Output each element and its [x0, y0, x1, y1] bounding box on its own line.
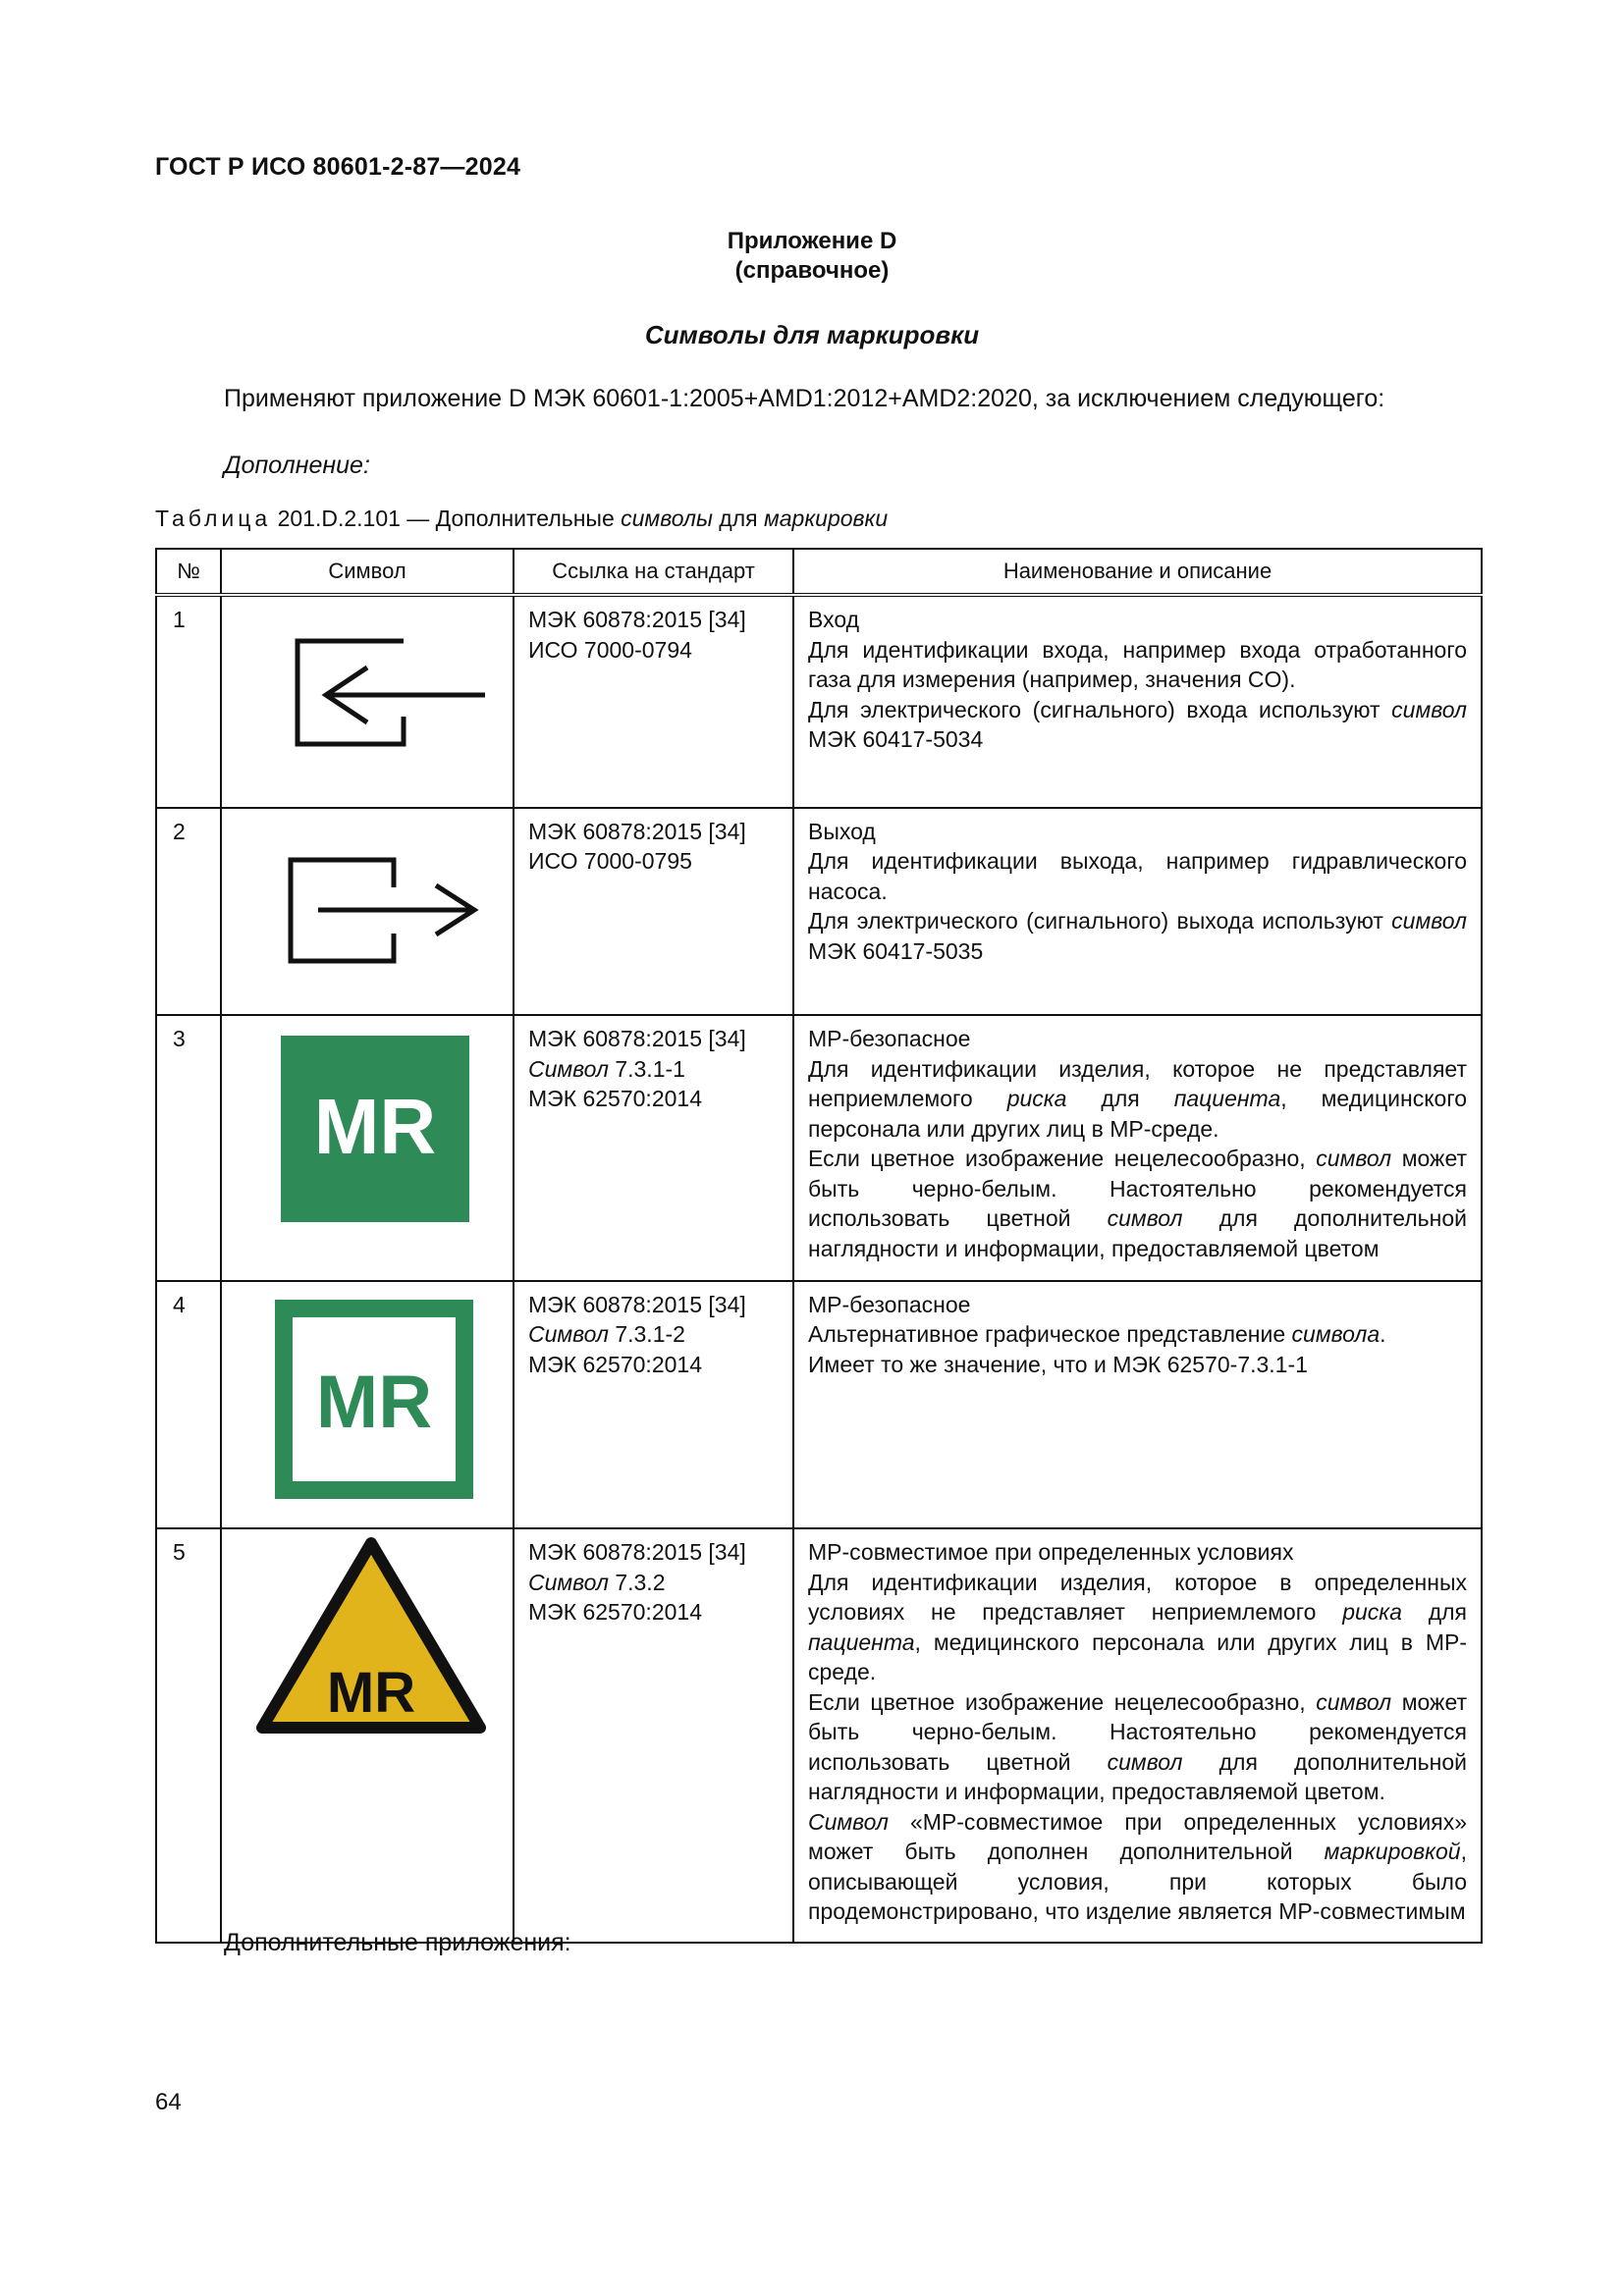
reference-line	[528, 1054, 779, 1085]
table-row	[156, 1015, 1482, 1281]
header-number: №	[156, 549, 221, 595]
symbol-cell	[221, 1281, 514, 1529]
ref-italic: Символ	[528, 1569, 609, 1595]
additional-annexes-label: Дополнительные приложения:	[224, 1929, 571, 1956]
desc-span: Для идентификации изделия, которое в определенных условиях не представляет неприемлемого	[808, 1569, 1467, 1625]
desc-span: , медицинского персонала или других лиц в МР-среде.	[808, 1086, 1467, 1142]
desc-italic: символ	[1316, 1146, 1392, 1171]
annex-name: Символы для маркировки	[644, 320, 980, 349]
reference-cell	[514, 1015, 793, 1281]
reference-line	[528, 1568, 779, 1598]
mr-safe-outline-icon	[222, 1282, 513, 1521]
description-title: МР-безопасное	[808, 1026, 971, 1051]
reference-line: МЭК 62570:2014	[528, 1086, 702, 1111]
header-symbol: Символ	[221, 549, 514, 595]
desc-span: Если цветное изображение нецелесообразно,	[808, 1688, 1317, 1715]
row-number: 1	[156, 595, 221, 808]
description-text: Для идентификации входа, например входа отработанного газа для измерения (например, значения CO).	[808, 636, 1467, 692]
desc-span: МЭК 60417-5034	[808, 726, 984, 752]
desc-italic: символ	[1316, 1688, 1392, 1715]
reference-line: ИСО 7000-0794	[528, 636, 692, 663]
table-caption	[155, 506, 888, 532]
caption-italic-2: маркировки	[763, 506, 889, 531]
row-number: 5	[156, 1528, 221, 1943]
table-row	[156, 808, 1482, 1016]
description-text	[808, 1687, 1467, 1807]
description-cell	[793, 1528, 1482, 1943]
desc-italic: символ	[1107, 1205, 1183, 1231]
desc-italic: символ	[1391, 696, 1467, 722]
reference-line: МЭК 60878:2015 [34]	[528, 1291, 746, 1317]
desc-span: для дополнительной наглядности и информации, предоставляемой цветом.	[808, 1748, 1467, 1804]
row-number: 4	[156, 1281, 221, 1529]
mr-conditional-icon	[222, 1529, 513, 1934]
description-text	[808, 1319, 1467, 1350]
reference-line	[528, 1319, 779, 1350]
annex-title: Приложение D	[727, 228, 897, 254]
symbol-cell	[221, 595, 514, 808]
desc-span: МЭК 60417-5035	[808, 937, 984, 964]
ref-span: 7.3.2	[608, 1569, 666, 1595]
document-header: ГОСТ Р ИСО 80601-2-87—2024	[155, 153, 521, 181]
desc-italic: символа	[1291, 1321, 1380, 1347]
reference-line: МЭК 60878:2015 [34]	[528, 818, 746, 844]
table-row	[156, 595, 1482, 808]
page-number: 64	[155, 2089, 182, 2115]
description-text	[808, 1054, 1467, 1145]
intro-paragraph: Применяют приложение D МЭК 60601-1:2005+AMD1:2012+AMD2:2020, за исключением следующего:	[224, 385, 1385, 412]
ref-italic: Символ	[528, 1321, 609, 1347]
desc-span: , описывающей условия, при которых было продемонстрировано, что изделие является МР-совместимым	[808, 1839, 1467, 1924]
desc-italic: символ	[1107, 1748, 1183, 1775]
row-number: 3	[156, 1015, 221, 1281]
description-title: МР-безопасное	[808, 1291, 971, 1317]
symbol-cell	[221, 808, 514, 1016]
desc-italic: Символ	[808, 1808, 889, 1835]
description-text	[808, 906, 1467, 966]
reference-line: МЭК 62570:2014	[528, 1351, 702, 1377]
reference-cell	[514, 1528, 793, 1943]
mr-text: MR	[326, 1661, 416, 1725]
symbol-cell	[221, 1528, 514, 1943]
symbol-cell	[221, 1015, 514, 1281]
desc-span: Для идентификации изделия, которое не представляет неприемлемого	[808, 1055, 1467, 1111]
description-title: МР-совместимое при определенных условиях	[808, 1539, 1294, 1565]
desc-span: , медицинского персонала или других лиц в МР-среде.	[808, 1629, 1467, 1684]
mr-text: MR	[315, 1360, 433, 1444]
reference-line: МЭК 60878:2015 [34]	[528, 607, 746, 632]
entry-icon	[222, 597, 513, 799]
ref-italic: Символ	[528, 1055, 609, 1082]
table-row	[156, 1281, 1482, 1529]
reference-line: МЭК 60878:2015 [34]	[528, 1026, 746, 1051]
desc-span: для дополнительной наглядности и информации, предоставляемой цветом	[808, 1205, 1467, 1261]
reference-cell	[514, 1281, 793, 1529]
desc-span: для	[1066, 1086, 1174, 1111]
table-row	[156, 1528, 1482, 1943]
desc-span: «МР-совместимое при определенных условиях» может быть дополнен дополнительной	[808, 1808, 1467, 1864]
desc-span: может быть черно-белым. Настоятельно рекомендуется использовать цветной	[808, 1146, 1468, 1231]
addition-label: Дополнение:	[224, 452, 370, 479]
table-header-row	[156, 549, 1482, 595]
symbols-table	[155, 548, 1483, 1944]
description-text	[808, 1144, 1467, 1263]
description-title: Вход	[808, 607, 860, 632]
desc-italic: риска	[1342, 1599, 1402, 1625]
row-number: 2	[156, 808, 221, 1016]
reference-cell	[514, 808, 793, 1016]
exit-icon	[222, 809, 513, 1007]
desc-span: может быть черно-белым. Настоятельно рекомендуется использовать цветной	[808, 1688, 1468, 1775]
desc-span: Для электрического (сигнального) входа используют	[808, 696, 1392, 722]
reference-cell	[514, 595, 793, 808]
desc-italic: пациента	[1173, 1086, 1281, 1111]
description-text	[808, 1807, 1467, 1927]
desc-italic: маркировкой	[1324, 1839, 1461, 1864]
description-text	[808, 695, 1467, 755]
caption-italic-1: символы	[621, 506, 713, 531]
description-cell	[793, 595, 1482, 808]
reference-line: ИСО 7000-0795	[528, 848, 692, 874]
desc-span: Альтернативное графическое представление	[808, 1321, 1292, 1347]
mr-text: MR	[313, 1083, 437, 1170]
desc-span: .	[1380, 1321, 1386, 1347]
reference-line: МЭК 60878:2015 [34]	[528, 1539, 746, 1565]
desc-italic: пациента	[808, 1629, 915, 1655]
ref-span: 7.3.1-2	[608, 1321, 685, 1347]
desc-span: для	[1401, 1599, 1467, 1625]
description-text: Имеет то же значение, что и МЭК 62570-7.3.1-1	[808, 1351, 1308, 1377]
desc-span: Если цветное изображение нецелесообразно,	[808, 1146, 1317, 1171]
header-description: Наименование и описание	[793, 549, 1482, 595]
annex-subtitle: (справочное)	[734, 257, 890, 284]
caption-mid: для	[712, 506, 764, 531]
ref-span: 7.3.1-1	[608, 1055, 685, 1082]
description-text: Для идентификации выхода, например гидравлического насоса.	[808, 848, 1467, 904]
caption-number: 201.D.2.101 — Дополнительные	[277, 506, 622, 531]
reference-line: МЭК 62570:2014	[528, 1599, 702, 1625]
desc-italic: символ	[1391, 908, 1467, 934]
description-cell	[793, 808, 1482, 1016]
description-cell	[793, 1015, 1482, 1281]
caption-label: Таблица	[155, 506, 272, 531]
header-reference: Ссылка на стандарт	[514, 549, 793, 595]
desc-span: Для электрического (сигнального) выхода используют	[808, 908, 1392, 934]
description-text	[808, 1568, 1467, 1687]
desc-italic: риска	[1006, 1086, 1067, 1111]
description-title: Выход	[808, 818, 876, 844]
mr-safe-filled-icon	[222, 1016, 513, 1272]
description-cell	[793, 1281, 1482, 1529]
